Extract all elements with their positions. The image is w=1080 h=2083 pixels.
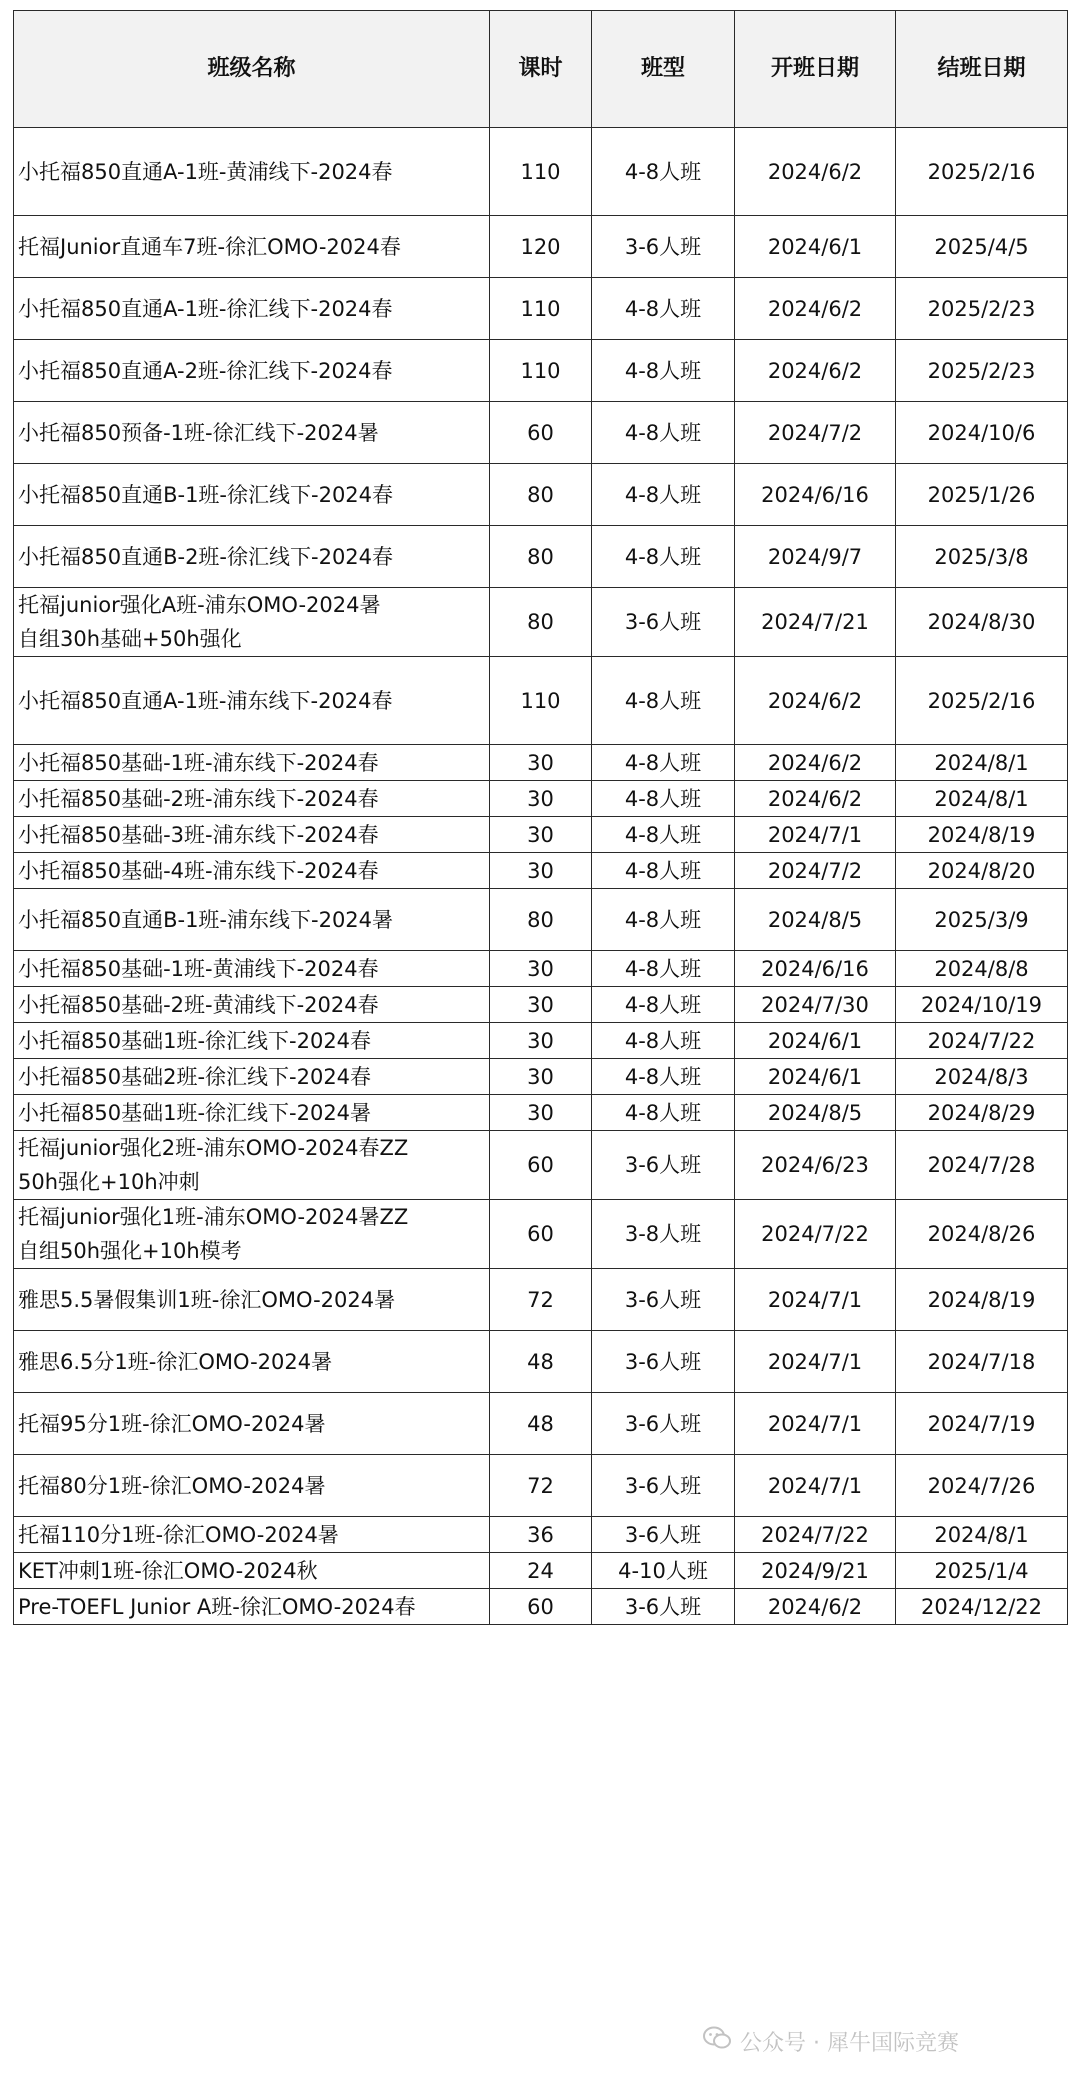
cell-start-date: 2024/6/2 bbox=[735, 128, 896, 216]
class-name-line: 托福junior强化A班-浦东OMO-2024暑 bbox=[18, 593, 381, 617]
cell-class-type: 3-6人班 bbox=[592, 1331, 735, 1393]
cell-end-date: 2024/7/18 bbox=[896, 1331, 1068, 1393]
cell-hours: 80 bbox=[490, 588, 592, 657]
watermark bbox=[702, 2024, 959, 2058]
cell-start-date: 2024/8/5 bbox=[735, 1095, 896, 1131]
cell-class-type: 4-8人班 bbox=[592, 464, 735, 526]
cell-class-name bbox=[14, 657, 490, 745]
cell-class-name bbox=[14, 745, 490, 781]
class-name-line: 小托福850直通B-2班-徐汇线下-2024春 bbox=[18, 544, 394, 569]
cell-start-date: 2024/6/16 bbox=[735, 951, 896, 987]
cell-hours: 30 bbox=[490, 817, 592, 853]
table-row bbox=[14, 1553, 1068, 1589]
table-row bbox=[14, 402, 1068, 464]
cell-start-date: 2024/6/23 bbox=[735, 1131, 896, 1200]
cell-hours: 60 bbox=[490, 1131, 592, 1200]
cell-class-type: 4-8人班 bbox=[592, 657, 735, 745]
cell-class-name bbox=[14, 1553, 490, 1589]
cell-end-date: 2024/7/19 bbox=[896, 1393, 1068, 1455]
cell-class-name bbox=[14, 817, 490, 853]
table-row bbox=[14, 1059, 1068, 1095]
cell-class-name bbox=[14, 1023, 490, 1059]
table-row bbox=[14, 951, 1068, 987]
wechat-icon bbox=[702, 2025, 732, 2057]
table-row bbox=[14, 128, 1068, 216]
cell-start-date: 2024/6/1 bbox=[735, 216, 896, 278]
cell-class-type: 3-6人班 bbox=[592, 1517, 735, 1553]
cell-class-name bbox=[14, 340, 490, 402]
cell-class-type: 4-10人班 bbox=[592, 1553, 735, 1589]
cell-hours: 30 bbox=[490, 1023, 592, 1059]
class-name-line: 小托福850基础-1班-黄浦线下-2024春 bbox=[18, 956, 379, 981]
class-name-line: Pre-TOEFL Junior A班-徐汇OMO-2024春 bbox=[18, 1594, 416, 1619]
cell-class-name bbox=[14, 1331, 490, 1393]
cell-hours: 30 bbox=[490, 781, 592, 817]
cell-hours: 30 bbox=[490, 853, 592, 889]
table-row bbox=[14, 1393, 1068, 1455]
cell-hours: 48 bbox=[490, 1331, 592, 1393]
table-row bbox=[14, 889, 1068, 951]
cell-class-type: 4-8人班 bbox=[592, 951, 735, 987]
cell-hours: 80 bbox=[490, 464, 592, 526]
cell-class-name bbox=[14, 402, 490, 464]
cell-class-name bbox=[14, 1131, 490, 1200]
cell-start-date: 2024/7/2 bbox=[735, 402, 896, 464]
class-name-line: KET冲刺1班-徐汇OMO-2024秋 bbox=[18, 1558, 318, 1583]
cell-end-date: 2024/8/19 bbox=[896, 817, 1068, 853]
cell-class-name bbox=[14, 278, 490, 340]
header-end-date: 结班日期 bbox=[896, 11, 1068, 128]
class-name-line: 小托福850直通A-1班-徐汇线下-2024春 bbox=[18, 296, 393, 321]
cell-class-type: 4-8人班 bbox=[592, 526, 735, 588]
class-name-line: 小托福850直通A-2班-徐汇线下-2024春 bbox=[18, 358, 393, 383]
class-name-line: 小托福850直通B-1班-徐汇线下-2024春 bbox=[18, 482, 394, 507]
cell-hours: 110 bbox=[490, 278, 592, 340]
table-row bbox=[14, 781, 1068, 817]
class-name-line: 托福Junior直通车7班-徐汇OMO-2024春 bbox=[18, 234, 401, 259]
cell-hours: 120 bbox=[490, 216, 592, 278]
cell-start-date: 2024/6/1 bbox=[735, 1059, 896, 1095]
class-name-line: 托福110分1班-徐汇OMO-2024暑 bbox=[18, 1522, 339, 1547]
cell-end-date: 2025/1/26 bbox=[896, 464, 1068, 526]
table-row bbox=[14, 1095, 1068, 1131]
cell-class-type: 4-8人班 bbox=[592, 889, 735, 951]
cell-end-date: 2024/7/22 bbox=[896, 1023, 1068, 1059]
cell-class-type: 4-8人班 bbox=[592, 817, 735, 853]
class-name-line: 小托福850基础-2班-浦东线下-2024春 bbox=[18, 786, 379, 811]
class-name-line: 小托福850基础-3班-浦东线下-2024春 bbox=[18, 822, 379, 847]
cell-hours: 24 bbox=[490, 1553, 592, 1589]
cell-class-type: 3-6人班 bbox=[592, 588, 735, 657]
cell-hours: 80 bbox=[490, 889, 592, 951]
class-name-line: 自组50h强化+10h模考 bbox=[18, 1239, 242, 1263]
cell-class-type: 4-8人班 bbox=[592, 340, 735, 402]
class-name-line: 小托福850预备-1班-徐汇线下-2024暑 bbox=[18, 420, 379, 445]
cell-start-date: 2024/6/2 bbox=[735, 278, 896, 340]
table-row bbox=[14, 1269, 1068, 1331]
cell-class-name bbox=[14, 1095, 490, 1131]
table-row bbox=[14, 745, 1068, 781]
cell-class-type: 4-8人班 bbox=[592, 1059, 735, 1095]
table-row bbox=[14, 1023, 1068, 1059]
cell-class-type: 4-8人班 bbox=[592, 278, 735, 340]
class-name-line: 小托福850基础-1班-浦东线下-2024春 bbox=[18, 750, 379, 775]
table-row bbox=[14, 853, 1068, 889]
cell-class-type: 4-8人班 bbox=[592, 781, 735, 817]
header-hours: 课时 bbox=[490, 11, 592, 128]
cell-end-date: 2025/2/23 bbox=[896, 340, 1068, 402]
table-row bbox=[14, 1589, 1068, 1625]
cell-end-date: 2024/8/29 bbox=[896, 1095, 1068, 1131]
cell-class-type: 3-8人班 bbox=[592, 1200, 735, 1269]
cell-start-date: 2024/9/7 bbox=[735, 526, 896, 588]
cell-end-date: 2024/7/26 bbox=[896, 1455, 1068, 1517]
cell-hours: 80 bbox=[490, 526, 592, 588]
cell-end-date: 2024/10/6 bbox=[896, 402, 1068, 464]
cell-class-type: 4-8人班 bbox=[592, 128, 735, 216]
class-name-line: 50h强化+10h冲刺 bbox=[18, 1170, 200, 1194]
cell-class-type: 4-8人班 bbox=[592, 745, 735, 781]
cell-hours: 72 bbox=[490, 1455, 592, 1517]
cell-end-date: 2025/4/5 bbox=[896, 216, 1068, 278]
cell-end-date: 2024/8/20 bbox=[896, 853, 1068, 889]
cell-hours: 110 bbox=[490, 657, 592, 745]
class-schedule-table bbox=[13, 10, 1068, 1625]
cell-hours: 72 bbox=[490, 1269, 592, 1331]
table-row bbox=[14, 1131, 1068, 1200]
cell-hours: 60 bbox=[490, 1589, 592, 1625]
cell-class-name bbox=[14, 781, 490, 817]
table-row bbox=[14, 657, 1068, 745]
watermark-text: 公众号 · 犀牛国际竞赛 bbox=[740, 2030, 959, 2056]
cell-end-date: 2024/8/1 bbox=[896, 745, 1068, 781]
cell-class-type: 4-8人班 bbox=[592, 853, 735, 889]
table-row bbox=[14, 1200, 1068, 1269]
cell-end-date: 2024/8/1 bbox=[896, 781, 1068, 817]
cell-end-date: 2024/8/3 bbox=[896, 1059, 1068, 1095]
class-name-line: 托福junior强化2班-浦东OMO-2024春ZZ bbox=[18, 1136, 409, 1160]
cell-end-date: 2024/12/22 bbox=[896, 1589, 1068, 1625]
class-name-line: 小托福850基础1班-徐汇线下-2024春 bbox=[18, 1028, 372, 1053]
cell-start-date: 2024/7/30 bbox=[735, 987, 896, 1023]
cell-class-type: 3-6人班 bbox=[592, 1269, 735, 1331]
cell-start-date: 2024/7/21 bbox=[735, 588, 896, 657]
cell-class-name bbox=[14, 889, 490, 951]
class-name-line: 小托福850基础-4班-浦东线下-2024春 bbox=[18, 858, 379, 883]
cell-start-date: 2024/7/1 bbox=[735, 1455, 896, 1517]
table-row bbox=[14, 340, 1068, 402]
table-row bbox=[14, 1517, 1068, 1553]
table-row bbox=[14, 1455, 1068, 1517]
cell-start-date: 2024/6/16 bbox=[735, 464, 896, 526]
cell-end-date: 2024/8/8 bbox=[896, 951, 1068, 987]
table-row bbox=[14, 464, 1068, 526]
cell-end-date: 2025/3/9 bbox=[896, 889, 1068, 951]
table-body bbox=[14, 128, 1068, 1625]
cell-class-name bbox=[14, 128, 490, 216]
cell-start-date: 2024/6/1 bbox=[735, 1023, 896, 1059]
header-class-name: 班级名称 bbox=[14, 11, 490, 128]
cell-hours: 60 bbox=[490, 1200, 592, 1269]
class-name-line: 小托福850基础2班-徐汇线下-2024春 bbox=[18, 1064, 372, 1089]
cell-class-type: 4-8人班 bbox=[592, 987, 735, 1023]
cell-start-date: 2024/6/2 bbox=[735, 745, 896, 781]
table-header-row bbox=[14, 11, 1068, 128]
cell-start-date: 2024/9/21 bbox=[735, 1553, 896, 1589]
cell-class-name bbox=[14, 853, 490, 889]
cell-class-name bbox=[14, 951, 490, 987]
cell-class-name bbox=[14, 526, 490, 588]
class-name-line: 托福junior强化1班-浦东OMO-2024暑ZZ bbox=[18, 1205, 409, 1229]
cell-class-name bbox=[14, 1200, 490, 1269]
cell-end-date: 2025/2/23 bbox=[896, 278, 1068, 340]
cell-class-type: 3-6人班 bbox=[592, 216, 735, 278]
cell-start-date: 2024/7/1 bbox=[735, 1393, 896, 1455]
class-name-line: 小托福850直通A-1班-浦东线下-2024春 bbox=[18, 688, 393, 713]
cell-end-date: 2024/10/19 bbox=[896, 987, 1068, 1023]
cell-class-type: 4-8人班 bbox=[592, 1023, 735, 1059]
cell-class-type: 3-6人班 bbox=[592, 1131, 735, 1200]
cell-class-type: 3-6人班 bbox=[592, 1589, 735, 1625]
cell-class-name bbox=[14, 1393, 490, 1455]
cell-end-date: 2025/3/8 bbox=[896, 526, 1068, 588]
class-name-line: 小托福850直通B-1班-浦东线下-2024暑 bbox=[18, 907, 394, 932]
table-row bbox=[14, 278, 1068, 340]
cell-class-type: 4-8人班 bbox=[592, 402, 735, 464]
cell-start-date: 2024/7/1 bbox=[735, 1269, 896, 1331]
class-name-line: 雅思6.5分1班-徐汇OMO-2024暑 bbox=[18, 1349, 333, 1374]
cell-class-type: 4-8人班 bbox=[592, 1095, 735, 1131]
cell-class-name bbox=[14, 1589, 490, 1625]
table-row bbox=[14, 526, 1068, 588]
table-row bbox=[14, 817, 1068, 853]
cell-class-name bbox=[14, 987, 490, 1023]
header-class-type: 班型 bbox=[592, 11, 735, 128]
cell-class-name bbox=[14, 1059, 490, 1095]
class-name-line: 小托福850基础-2班-黄浦线下-2024春 bbox=[18, 992, 379, 1017]
class-name-line: 托福95分1班-徐汇OMO-2024暑 bbox=[18, 1411, 326, 1436]
cell-class-type: 3-6人班 bbox=[592, 1393, 735, 1455]
cell-hours: 110 bbox=[490, 128, 592, 216]
cell-class-name bbox=[14, 1455, 490, 1517]
table-row bbox=[14, 588, 1068, 657]
cell-class-name bbox=[14, 1517, 490, 1553]
cell-class-type: 3-6人班 bbox=[592, 1455, 735, 1517]
cell-start-date: 2024/6/2 bbox=[735, 340, 896, 402]
cell-end-date: 2024/8/30 bbox=[896, 588, 1068, 657]
cell-hours: 110 bbox=[490, 340, 592, 402]
cell-start-date: 2024/6/2 bbox=[735, 657, 896, 745]
cell-hours: 36 bbox=[490, 1517, 592, 1553]
cell-end-date: 2025/2/16 bbox=[896, 657, 1068, 745]
cell-start-date: 2024/7/2 bbox=[735, 853, 896, 889]
class-name-line: 小托福850直通A-1班-黄浦线下-2024春 bbox=[18, 159, 393, 184]
cell-end-date: 2025/2/16 bbox=[896, 128, 1068, 216]
class-name-line: 自组30h基础+50h强化 bbox=[18, 627, 242, 651]
cell-end-date: 2024/8/26 bbox=[896, 1200, 1068, 1269]
header-start-date: 开班日期 bbox=[735, 11, 896, 128]
cell-start-date: 2024/7/1 bbox=[735, 817, 896, 853]
cell-hours: 30 bbox=[490, 1059, 592, 1095]
cell-hours: 30 bbox=[490, 1095, 592, 1131]
class-name-line: 小托福850基础1班-徐汇线下-2024暑 bbox=[18, 1100, 372, 1125]
cell-start-date: 2024/8/5 bbox=[735, 889, 896, 951]
cell-end-date: 2024/7/28 bbox=[896, 1131, 1068, 1200]
cell-end-date: 2024/8/1 bbox=[896, 1517, 1068, 1553]
cell-hours: 48 bbox=[490, 1393, 592, 1455]
cell-end-date: 2025/1/4 bbox=[896, 1553, 1068, 1589]
cell-hours: 30 bbox=[490, 745, 592, 781]
cell-start-date: 2024/6/2 bbox=[735, 1589, 896, 1625]
cell-start-date: 2024/7/22 bbox=[735, 1200, 896, 1269]
cell-class-name bbox=[14, 464, 490, 526]
class-name-line: 雅思5.5暑假集训1班-徐汇OMO-2024暑 bbox=[18, 1287, 396, 1312]
cell-class-name bbox=[14, 1269, 490, 1331]
class-name-line: 托福80分1班-徐汇OMO-2024暑 bbox=[18, 1473, 326, 1498]
cell-class-name bbox=[14, 588, 490, 657]
cell-class-name bbox=[14, 216, 490, 278]
cell-hours: 30 bbox=[490, 987, 592, 1023]
cell-end-date: 2024/8/19 bbox=[896, 1269, 1068, 1331]
table-row bbox=[14, 216, 1068, 278]
table-row bbox=[14, 987, 1068, 1023]
cell-hours: 60 bbox=[490, 402, 592, 464]
table-row bbox=[14, 1331, 1068, 1393]
cell-start-date: 2024/7/22 bbox=[735, 1517, 896, 1553]
cell-start-date: 2024/6/2 bbox=[735, 781, 896, 817]
cell-start-date: 2024/7/1 bbox=[735, 1331, 896, 1393]
cell-hours: 30 bbox=[490, 951, 592, 987]
